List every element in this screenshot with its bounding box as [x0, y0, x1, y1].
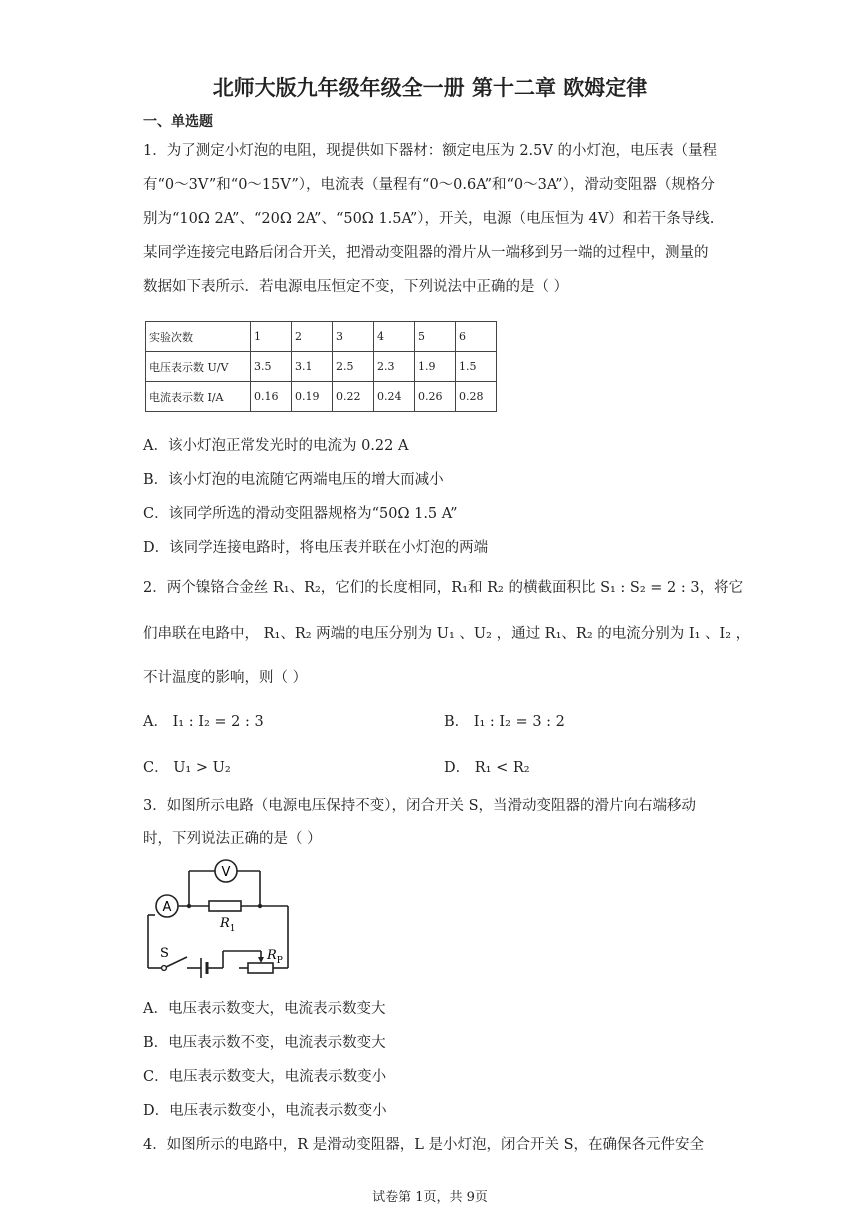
page-title: 北师大版九年级年级全一册 第十二章 欧姆定律	[212, 76, 648, 100]
q3-option-c: C．电压表示数变大，电流表示数变小	[143, 1069, 387, 1085]
q1-option-d: D．该同学连接电路时，将电压表并联在小灯泡的两端	[143, 540, 489, 556]
switch-icon	[162, 966, 167, 971]
table-cell: 2.5	[333, 352, 374, 382]
section-heading: 一、单选题	[143, 114, 213, 130]
resistor-r1-icon	[209, 901, 241, 911]
q2-option-d: D． R₁ < R₂	[444, 760, 530, 776]
q1-option-c: C．该同学所选的滑动变阻器规格为“50Ω 1.5 A”	[143, 506, 458, 522]
question-3-line-1: 3．如图所示电路（电源电压保持不变），闭合开关 S，当滑动变阻器的滑片向右端移动	[143, 798, 697, 814]
question-3-line-2: 时，下列说法正确的是（ ）	[143, 831, 322, 847]
table-cell: 3.5	[251, 352, 292, 382]
q3-option-b: B．电压表示数不变，电流表示数变大	[143, 1035, 386, 1051]
q2-option-c: C． U₁ > U₂	[143, 760, 231, 776]
table-header-row	[146, 322, 497, 352]
rheostat-slider-icon	[258, 957, 264, 963]
table-row	[146, 352, 497, 382]
question-1-text: 1．为了测定小灯泡的电阻，现提供如下器材：额定电压为 2.5V 的小灯泡，电压表（量程有“0～3V”和“0～15V”），电流表（量程有“0～0.6A”和“0～3A”），滑动变阻器（规格分别为“10Ω 2A”、“20Ω 2A”、“50Ω 1.5A”），开关，电源（电压恒为 4V）和若干条导线.某同学连接完电路后闭合开关，把滑动变阻器的滑片从一端移到另一端的过程中，测量的数据如下表所示．若电源电压恒定不变，下列说法中正确的是（ ）	[143, 143, 717, 295]
page-footer: 试卷第 1页，共 9页	[372, 1190, 488, 1205]
table-cell: 0.19	[292, 382, 333, 412]
rheostat-icon	[248, 963, 273, 973]
q1-option-b: B．该小灯泡的电流随它两端电压的增大而减小	[143, 472, 444, 488]
voltmeter-label: V	[221, 865, 231, 880]
table-cell: 1	[251, 322, 292, 352]
table-cell: 1.5	[456, 352, 497, 382]
table-cell: 0.22	[333, 382, 374, 412]
question-4-line-1: 4．如图所示的电路中，R 是滑动变阻器，L 是小灯泡，闭合开关 S，在确保各元件安全	[143, 1137, 705, 1153]
table-cell: 2	[292, 322, 333, 352]
table-cell: 0.24	[374, 382, 415, 412]
table-row	[146, 382, 497, 412]
table-cell: 电压表示数 U/V	[146, 352, 251, 382]
ammeter-label: A	[162, 900, 172, 915]
switch-label: S	[160, 946, 169, 961]
table-cell: 1.9	[415, 352, 456, 382]
table-cell: 6	[456, 322, 497, 352]
question-2-line-3: 不计温度的影响，则（ ）	[143, 670, 308, 686]
question-2-line-2: 们串联在电路中， R₁、R₂ 两端的电压分别为 U₁ 、U₂ ，通过 R₁、R₂ 的电流分别为 I₁ 、I₂ ，	[143, 626, 751, 642]
table-cell: 电流表示数 I/A	[146, 382, 251, 412]
table-cell: 0.26	[415, 382, 456, 412]
q3-option-d: D．电压表示数变小，电流表示数变小	[143, 1103, 387, 1119]
table-cell: 4	[374, 322, 415, 352]
rp-label: $R_P$	[267, 948, 283, 966]
table-cell: 2.3	[374, 352, 415, 382]
table-cell: 实验次数	[146, 322, 251, 352]
question-1-data-table	[145, 321, 497, 412]
q2-option-b: B． I₁ : I₂ = 3 : 2	[444, 714, 565, 730]
table-cell: 3.1	[292, 352, 333, 382]
q3-option-a: A．电压表示数变大，电流表示数变大	[143, 1001, 386, 1017]
table-cell: 0.16	[251, 382, 292, 412]
question-2-line-1: 2．两个镍铬合金丝 R₁、R₂，它们的长度相同，R₁和 R₂ 的横截面积比 S₁ : S₂ = 2 : 3，将它	[143, 580, 744, 596]
table-cell: 3	[333, 322, 374, 352]
junction-dot	[258, 904, 262, 908]
table-cell: 5	[415, 322, 456, 352]
junction-dot	[187, 904, 191, 908]
q2-option-a: A． I₁ : I₂ = 2 : 3	[143, 714, 264, 730]
r1-label: $R_1$	[220, 916, 236, 934]
circuit-diagram	[143, 855, 293, 980]
q1-option-a: A．该小灯泡正常发光时的电流为 0.22 A	[143, 438, 409, 454]
table-cell: 0.28	[456, 382, 497, 412]
